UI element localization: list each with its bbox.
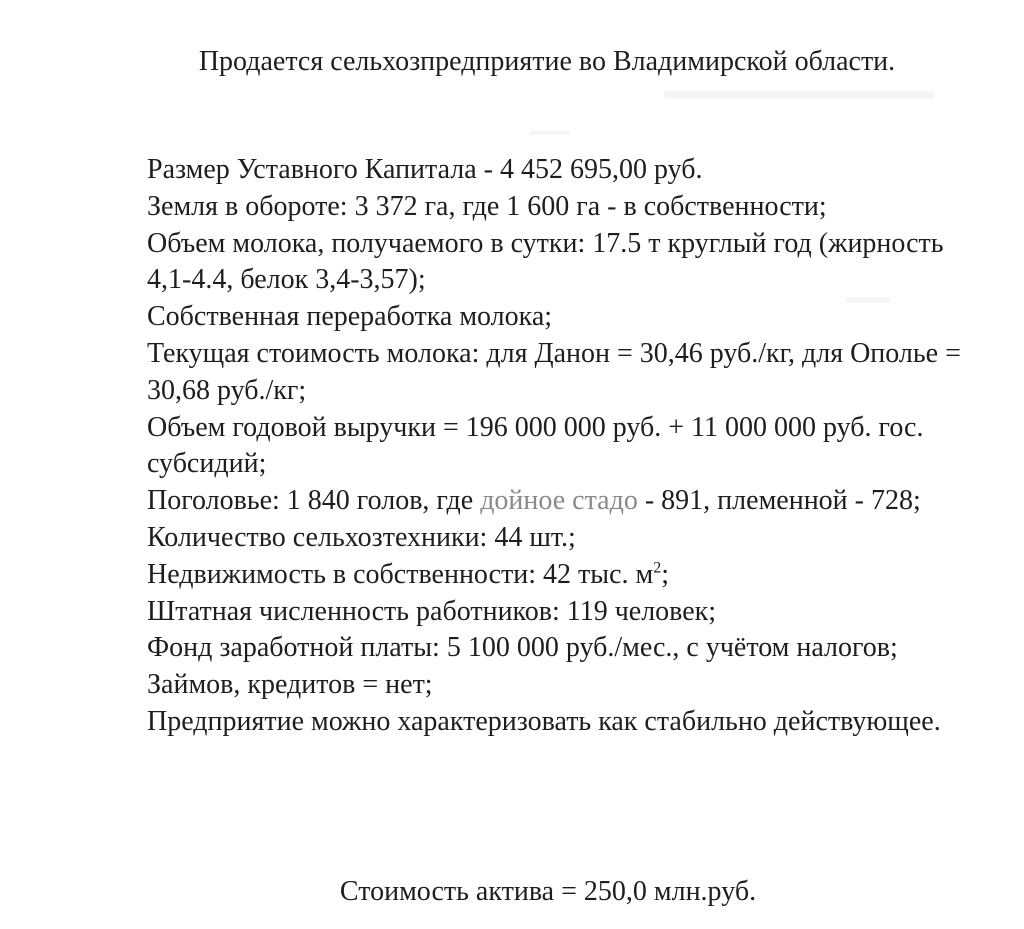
milk-price-line: Текущая стоимость молока: для Данон = 30,46 руб./кг, для Ополье = 30,68 руб./кг;: [147, 337, 961, 406]
staff-line: Штатная численность работников: 119 человек;: [147, 595, 717, 627]
milk-volume-line: Объем молока, получаемого в сутки: 17.5 т круглый год (жирность 4,1-4.4, белок 3,4-3,57);: [147, 227, 944, 296]
square-superscript: 2: [653, 559, 662, 577]
payroll-line: Фонд заработной платы: 5 100 000 руб./мес., с учётом налогов;: [147, 632, 898, 664]
machinery-line: Количество сельхозтехники: 44 шт.;: [147, 521, 576, 553]
stability-line: Предприятие можно характеризовать как стабильно действующее.: [147, 705, 941, 737]
real-estate-end: ;: [661, 558, 670, 590]
listing-details: [147, 152, 977, 741]
livestock-prefix: Поголовье: 1 840 голов, где: [147, 485, 481, 517]
loans-line: Займов, кредитов = нет;: [147, 669, 433, 701]
land-line: Земля в обороте: 3 372 га, где 1 600 га - в собственности;: [147, 190, 827, 222]
charter-capital-line: Размер Уставного Капитала - 4 452 695,00 руб.: [147, 154, 703, 185]
real-estate-text: Недвижимость в собственности: 42 тыс. м: [147, 558, 654, 590]
page-title: Продается сельхозпредприятие во Владимирской области.: [198, 46, 896, 77]
livestock-line: [147, 483, 977, 520]
milk-processing-line: Собственная переработка молока;: [147, 301, 553, 333]
real-estate-line: [147, 557, 977, 594]
livestock-faded-text: дойное стадо: [480, 485, 638, 517]
faint-scan-artifact: [530, 131, 570, 135]
faint-scan-artifact: [664, 91, 934, 99]
livestock-suffix: - 891, племенной - 728;: [637, 485, 921, 517]
annual-revenue-line: Объем годовой выручки = 196 000 000 руб. + 11 000 000 руб. гос. субсидий;: [147, 411, 924, 480]
asset-price: Стоимость актива = 250,0 млн.руб.: [339, 876, 757, 907]
